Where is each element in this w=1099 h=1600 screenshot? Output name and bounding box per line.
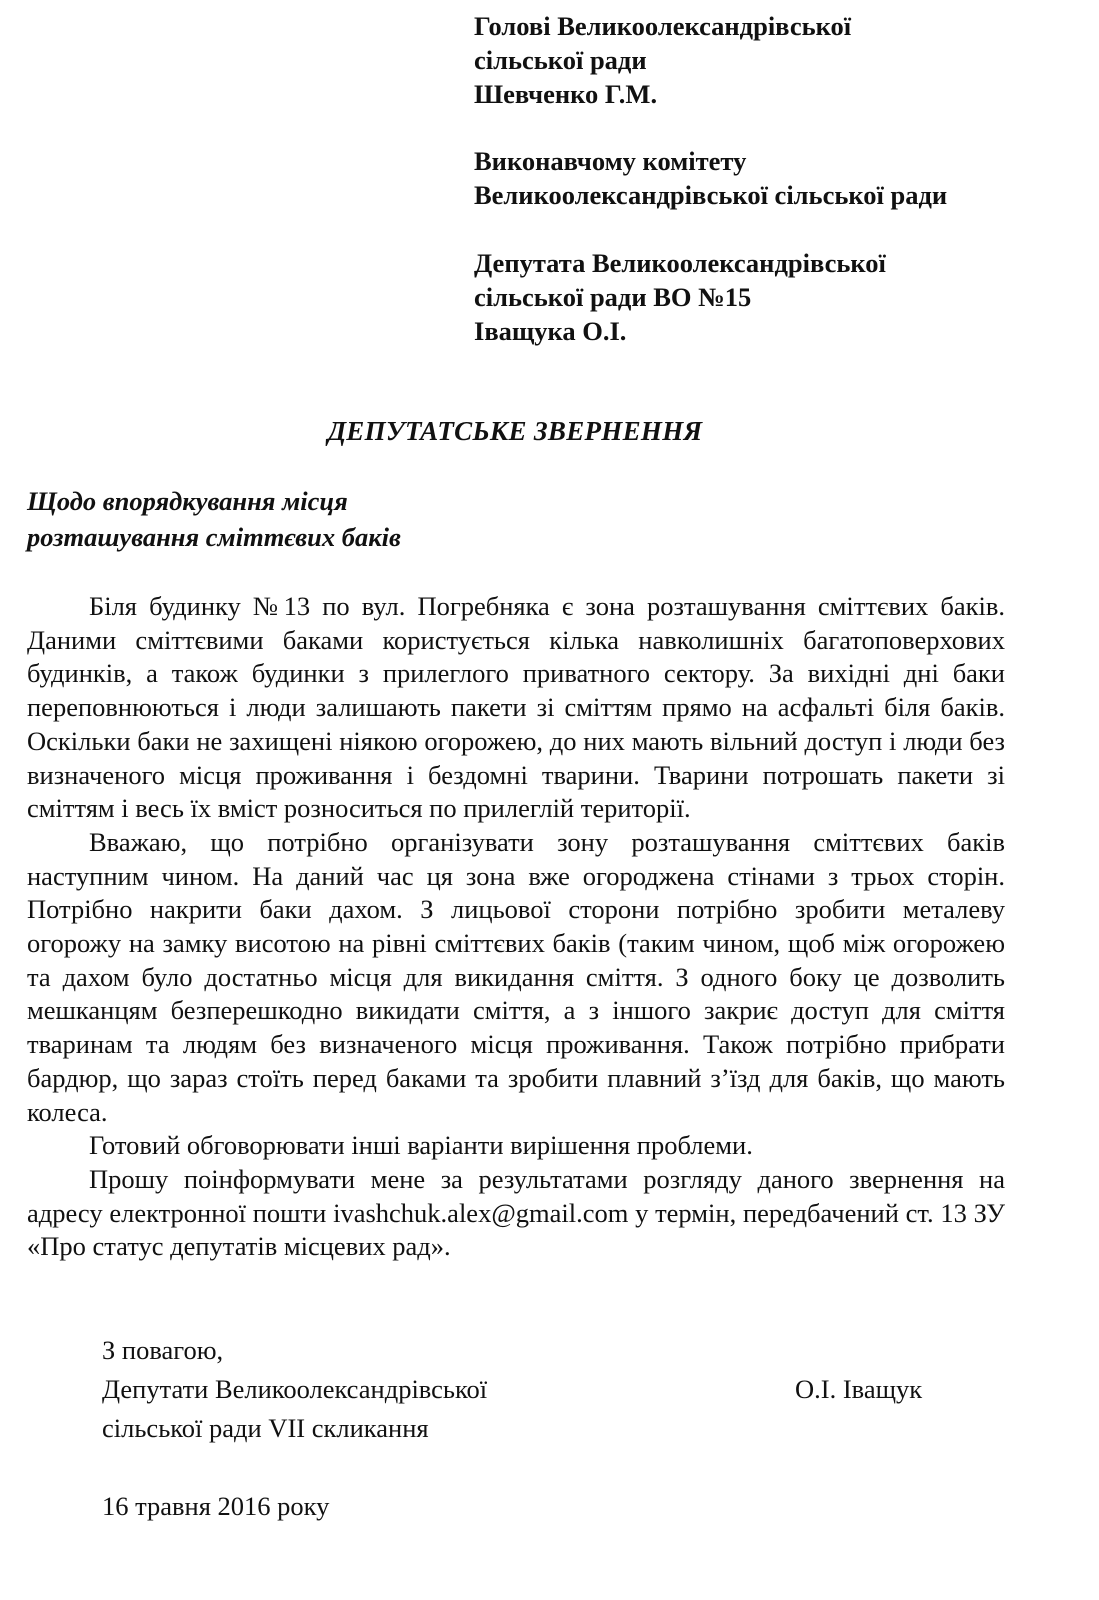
sender-line: Іващука О.І. <box>474 316 627 346</box>
sender-deputy <box>474 246 886 348</box>
document-title: ДЕПУТАТСЬКЕ ЗВЕРНЕННЯ <box>327 416 703 446</box>
addressee-line: Шевченко Г.М. <box>474 79 658 109</box>
body-paragraph: Біля будинку №13 по вул. Погребняка є зона розташування сміттєвих баків. Даними сміттєвими баками користується кілька навколишніх багатоповерхових будинків, а також будинки з прилеглого приватного сектору. За вихідні дні баки переповнюються і люди залишають пакети зі сміттям прямо на асфальті біля баків. Оскільки баки не захищені ніякою огорожею, до них мають вільний доступ і люди без визначеного місця проживання і бездомні тварини. Тварини потрошать пакети зі сміттям і весь їх вміст розноситься по прилеглій території. <box>27 591 1005 824</box>
addressee-line: Великоолександрівської сільської ради <box>474 180 948 210</box>
document-body <box>27 590 1005 1264</box>
signature-block <box>102 1331 487 1448</box>
signature-name: О.І. Іващук <box>795 1374 923 1404</box>
body-paragraph: Вважаю, що потрібно організувати зону розташування сміттєвих баків наступним чином. На даний час ця зона вже огороджена стінами з трьох сторін. Потрібно накрити баки дахом. З лицьової сторони потрібно зробити металеву огорожу на замку висотою на рівні сміттєвих баків (таким чином, щоб між огорожею та дахом було достатньо місця для викидання сміття. З одного боку це дозволить мешканцям безперешкодно викидати сміття, а з іншого закриє доступ для сміття тваринам та людям без визначеного місця проживання. Також потрібно прибрати бардюр, що зараз стоїть перед баками та зробити плавний з’їзд для баків, що мають колеса. <box>27 826 1005 1127</box>
addressee-line: Голові Великоолександрівської <box>474 11 852 41</box>
body-paragraph: Готовий обговорювати інші варіанти вирішення проблеми. <box>89 1130 753 1161</box>
body-paragraph: Прошу поінформувати мене за результатами розгляду даного звернення на адресу електронної пошти ivashchuk.alex@gmail.com у термін, передбачений ст. 13 ЗУ «Про статус депутатів місцевих рад». <box>27 1163 1005 1262</box>
addressee-executive-committee <box>474 144 947 212</box>
sender-line: Депутата Великоолександрівської <box>474 248 886 278</box>
signature-position: сільської ради VII скликання <box>102 1413 429 1443</box>
sender-line: сільської ради ВО №15 <box>474 282 752 312</box>
addressee-line: сільської ради <box>474 45 647 75</box>
addressee-line: Виконавчому комітету <box>474 146 747 176</box>
signature-position: Депутати Великоолександрівської <box>102 1374 488 1404</box>
subject-line: Щодо впорядкування місця <box>27 486 348 516</box>
document-subject <box>27 483 401 555</box>
signature-closing: З повагою, <box>102 1335 224 1365</box>
addressee-council-head <box>474 9 851 111</box>
subject-line: розташування сміттєвих баків <box>27 522 401 552</box>
document-date: 16 травня 2016 року <box>102 1491 330 1521</box>
